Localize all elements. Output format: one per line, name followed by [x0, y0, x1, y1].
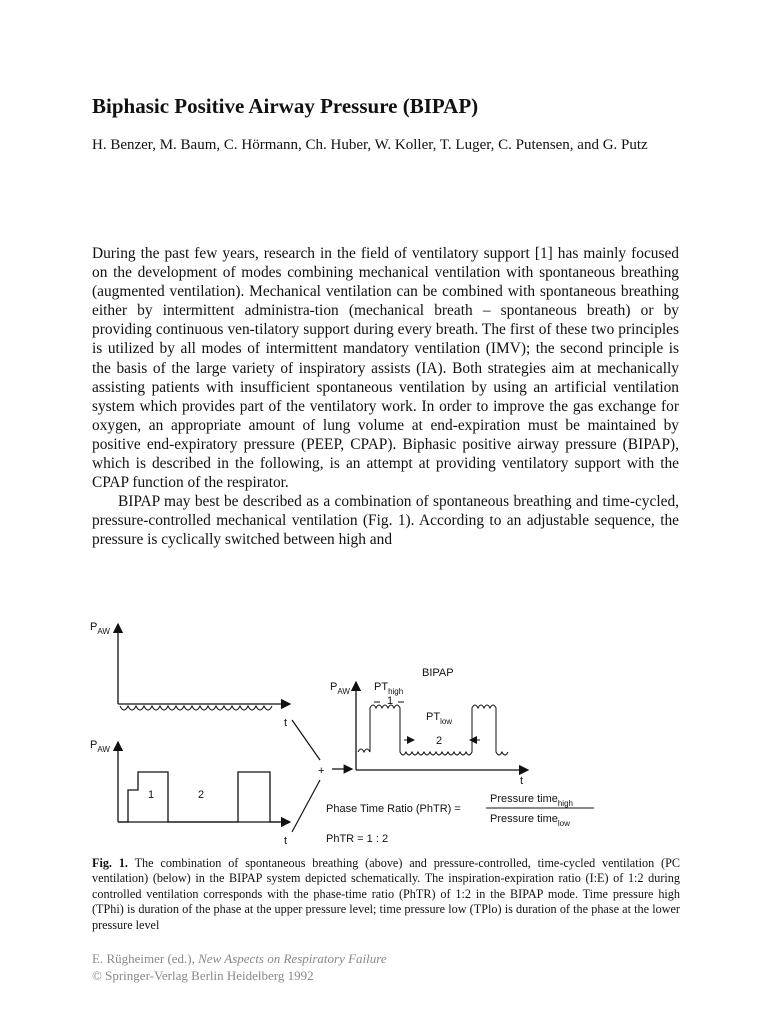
footer-book-title: New Aspects on Respiratory Failure: [198, 951, 387, 966]
bipap-panel: [330, 667, 528, 787]
paper-title: Biphasic Positive Airway Pressure (BIPAP): [92, 94, 479, 118]
caption-label: Fig. 1.: [92, 856, 128, 870]
t-label-right: t: [520, 775, 524, 787]
author-list: H. Benzer, M. Baum, C. Hörmann, Ch. Huber, W. Koller, T. Luger, C. Putensen, and G. Putz: [92, 137, 648, 153]
footer-editor: E. Rügheimer (ed.),: [92, 951, 195, 966]
phtr-label: Phase Time Ratio (PhTR) =: [326, 803, 461, 815]
spontaneous-waveform: [120, 706, 272, 710]
caption-text: The combination of spontaneous breathing (above) and pressure-controlled, time-cycled ventilation (PC ventilation) (below) in the BIPAP system depicted schematically. The inspiration-expiration ratio (I:E) of 1:2 during controlled ventilation corresponds with the phase-time ratio (PhTR) of 1:2 in the BIPAP mode. Time pressure high (TPhi) is duration of the phase at the upper pressure level; time pressure low (TPlo) is duration of the phase at the lower pressure level: [92, 856, 680, 932]
bipap-schematic-diagram: [80, 612, 700, 852]
phtr-numerator: Pressure time$_{high}$: [490, 793, 573, 808]
body-text: [92, 244, 679, 550]
phtr-formula: [326, 793, 594, 845]
figure-1: [80, 612, 700, 852]
plus-sign: +: [318, 765, 325, 777]
bipap-label: BIPAP: [422, 667, 454, 679]
pc-ventilation-panel: [90, 739, 290, 847]
spontaneous-breathing-panel: [90, 621, 290, 729]
phtr-denominator: Pressure time$_{low}$: [490, 813, 570, 828]
pt-low-label: $PT_{low}$: [426, 711, 453, 726]
phase-number-1-left: 1: [148, 789, 155, 801]
phtr-value: PhTR = 1 : 2: [326, 833, 389, 845]
paw-axis-label-bottom: $P_{AW}$: [90, 739, 110, 754]
t-label-top: t: [284, 717, 288, 729]
paw-axis-label-top: $P_{AW}$: [90, 621, 110, 636]
book-footer: [92, 950, 592, 984]
paragraph-1: During the past few years, research in the field of ventilatory support [1] has mainly focused on the development of modes combining mechanical ventilation with spontaneous breathing (augmented ventilation). Mechanical ventilation can be combined with spontaneous breathing either by intermittent administra-tion (mechanical breath – spontaneous breath) or by providing continuous ven-tilatory support during every breath. The first of these two principles is utilized by all modes of intermittent mandatory ventilation (IMV); the second principle is the basis of the large variety of inspiratory assists (IA). Both strategies aim at mechanically assisting patients with insufficient spontaneous ventilation by using an artificial ventilation system which provides part of the ventilatory work. In order to improve the gas exchange for oxygen, an appropriate amount of lung volume at end-expiration must be maintained by positive end-expiratory pressure (PEEP, CPAP). Biphasic positive airway pressure (BIPAP), which is described in the following, is an attempt at providing ventilatory support with the CPAP function of the respirator.: [92, 245, 679, 492]
paw-axis-label-right: $P_{AW}$: [330, 681, 350, 696]
footer-copyright: © Springer-Verlag Berlin Heidelberg 1992: [92, 968, 314, 983]
t-label-bottom: t: [284, 835, 288, 847]
phase-number-2-left: 2: [198, 789, 205, 801]
pt-high-label: $PT_{high}$: [374, 681, 404, 696]
phase-number-1-right: 1: [387, 695, 394, 707]
figure-caption: [92, 856, 680, 933]
combination-arrows: [292, 720, 352, 832]
phase-number-2-right: 2: [436, 735, 443, 747]
paragraph-2: BIPAP may best be described as a combination of spontaneous breathing and time-cycled, pressure-controlled mechanical ventilation (Fig. 1). According to an adjustable sequence, the pressure is cyclically switched between high and: [92, 493, 679, 549]
